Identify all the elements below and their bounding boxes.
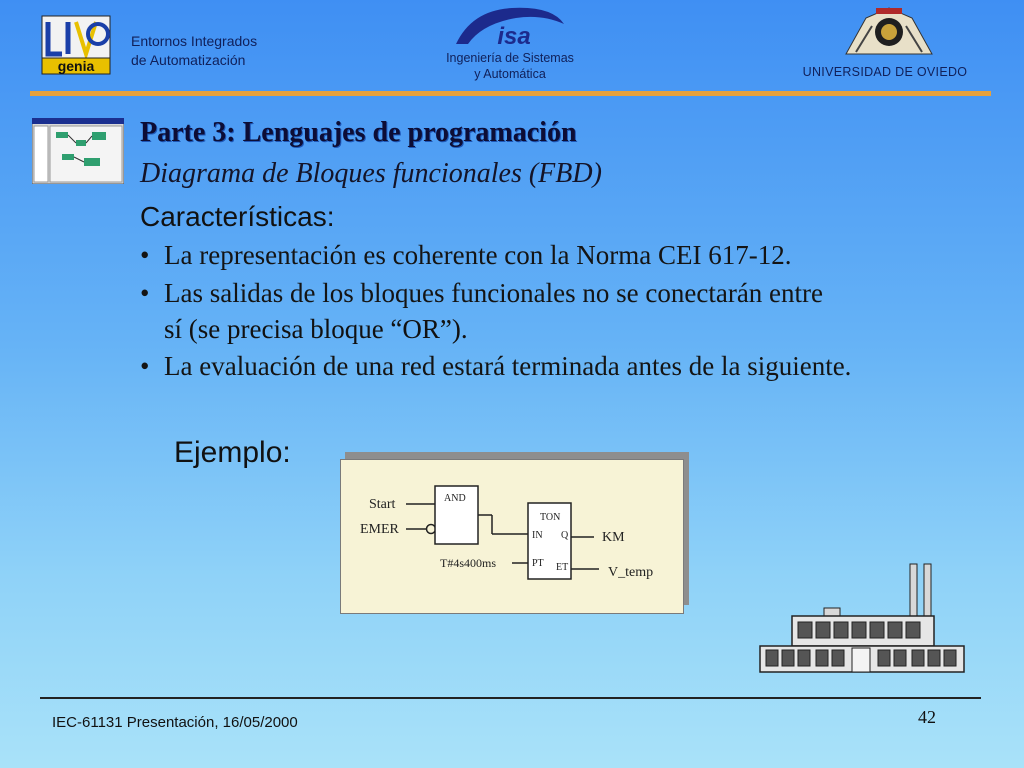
header-left-text	[131, 32, 257, 70]
example-label: Ejemplo:	[174, 436, 291, 469]
bullet-continuation: sí (se precisa bloque “OR”).	[164, 314, 468, 344]
preset-label: T#4s400ms	[440, 556, 497, 570]
university-seal-icon	[842, 4, 936, 56]
output-vtemp-label: V_temp	[608, 565, 654, 580]
header-divider	[30, 91, 991, 96]
factory-icon	[758, 560, 966, 674]
software-screenshot-thumbnail-icon	[32, 118, 124, 184]
ton-pt-label: PT	[532, 558, 544, 569]
bullet-text: La evaluación de una red estará terminada antes de la siguiente.	[164, 351, 852, 381]
bullet-symbol: •	[140, 351, 150, 381]
and-block-label: AND	[444, 493, 466, 504]
bullet-item	[140, 278, 823, 309]
output-km-label: KM	[602, 530, 625, 545]
header-left-line2: de Automatización	[131, 52, 246, 68]
footer-divider	[40, 697, 981, 699]
fbd-diagram	[340, 459, 682, 612]
bullet-symbol: •	[140, 278, 150, 308]
page-number: 42	[918, 707, 936, 727]
input-emer-label: EMER	[360, 522, 399, 537]
negation-circle	[427, 525, 436, 534]
ton-block-label: TON	[540, 512, 561, 523]
ton-q-label: Q	[561, 530, 569, 541]
header-left-line1: Entornos Integrados	[131, 33, 258, 49]
header-center-line1: Ingeniería de Sistemas	[446, 51, 574, 65]
ton-et-label: ET	[556, 562, 569, 573]
header-center-text	[430, 50, 590, 82]
svg-text:isa: isa	[497, 23, 531, 48]
slide-subtitle: Diagrama de Bloques funcionales (FBD)	[140, 158, 602, 189]
genia-logo-icon	[40, 14, 112, 76]
ton-in-label: IN	[532, 530, 543, 541]
bullet-symbol: •	[140, 240, 150, 270]
header-center-line2: y Automática	[474, 67, 546, 81]
bullet-item	[140, 351, 851, 382]
input-start-label: Start	[369, 497, 396, 512]
features-heading: Características:	[140, 201, 335, 232]
footer-text: IEC-61131 Presentación, 16/05/2000	[52, 714, 298, 731]
svg-text:genia: genia	[57, 58, 95, 74]
bullet-text: Las salidas de los bloques funcionales no se conectarán entre	[164, 278, 824, 308]
header-right-text: UNIVERSIDAD DE OVIEDO	[802, 65, 968, 79]
isa-logo-icon	[452, 4, 570, 48]
slide-title: Parte 3: Lenguajes de programación	[140, 117, 577, 148]
bullet-item	[140, 240, 792, 271]
bullet-text: La representación es coherente con la Norma CEI 617-12.	[164, 240, 792, 270]
